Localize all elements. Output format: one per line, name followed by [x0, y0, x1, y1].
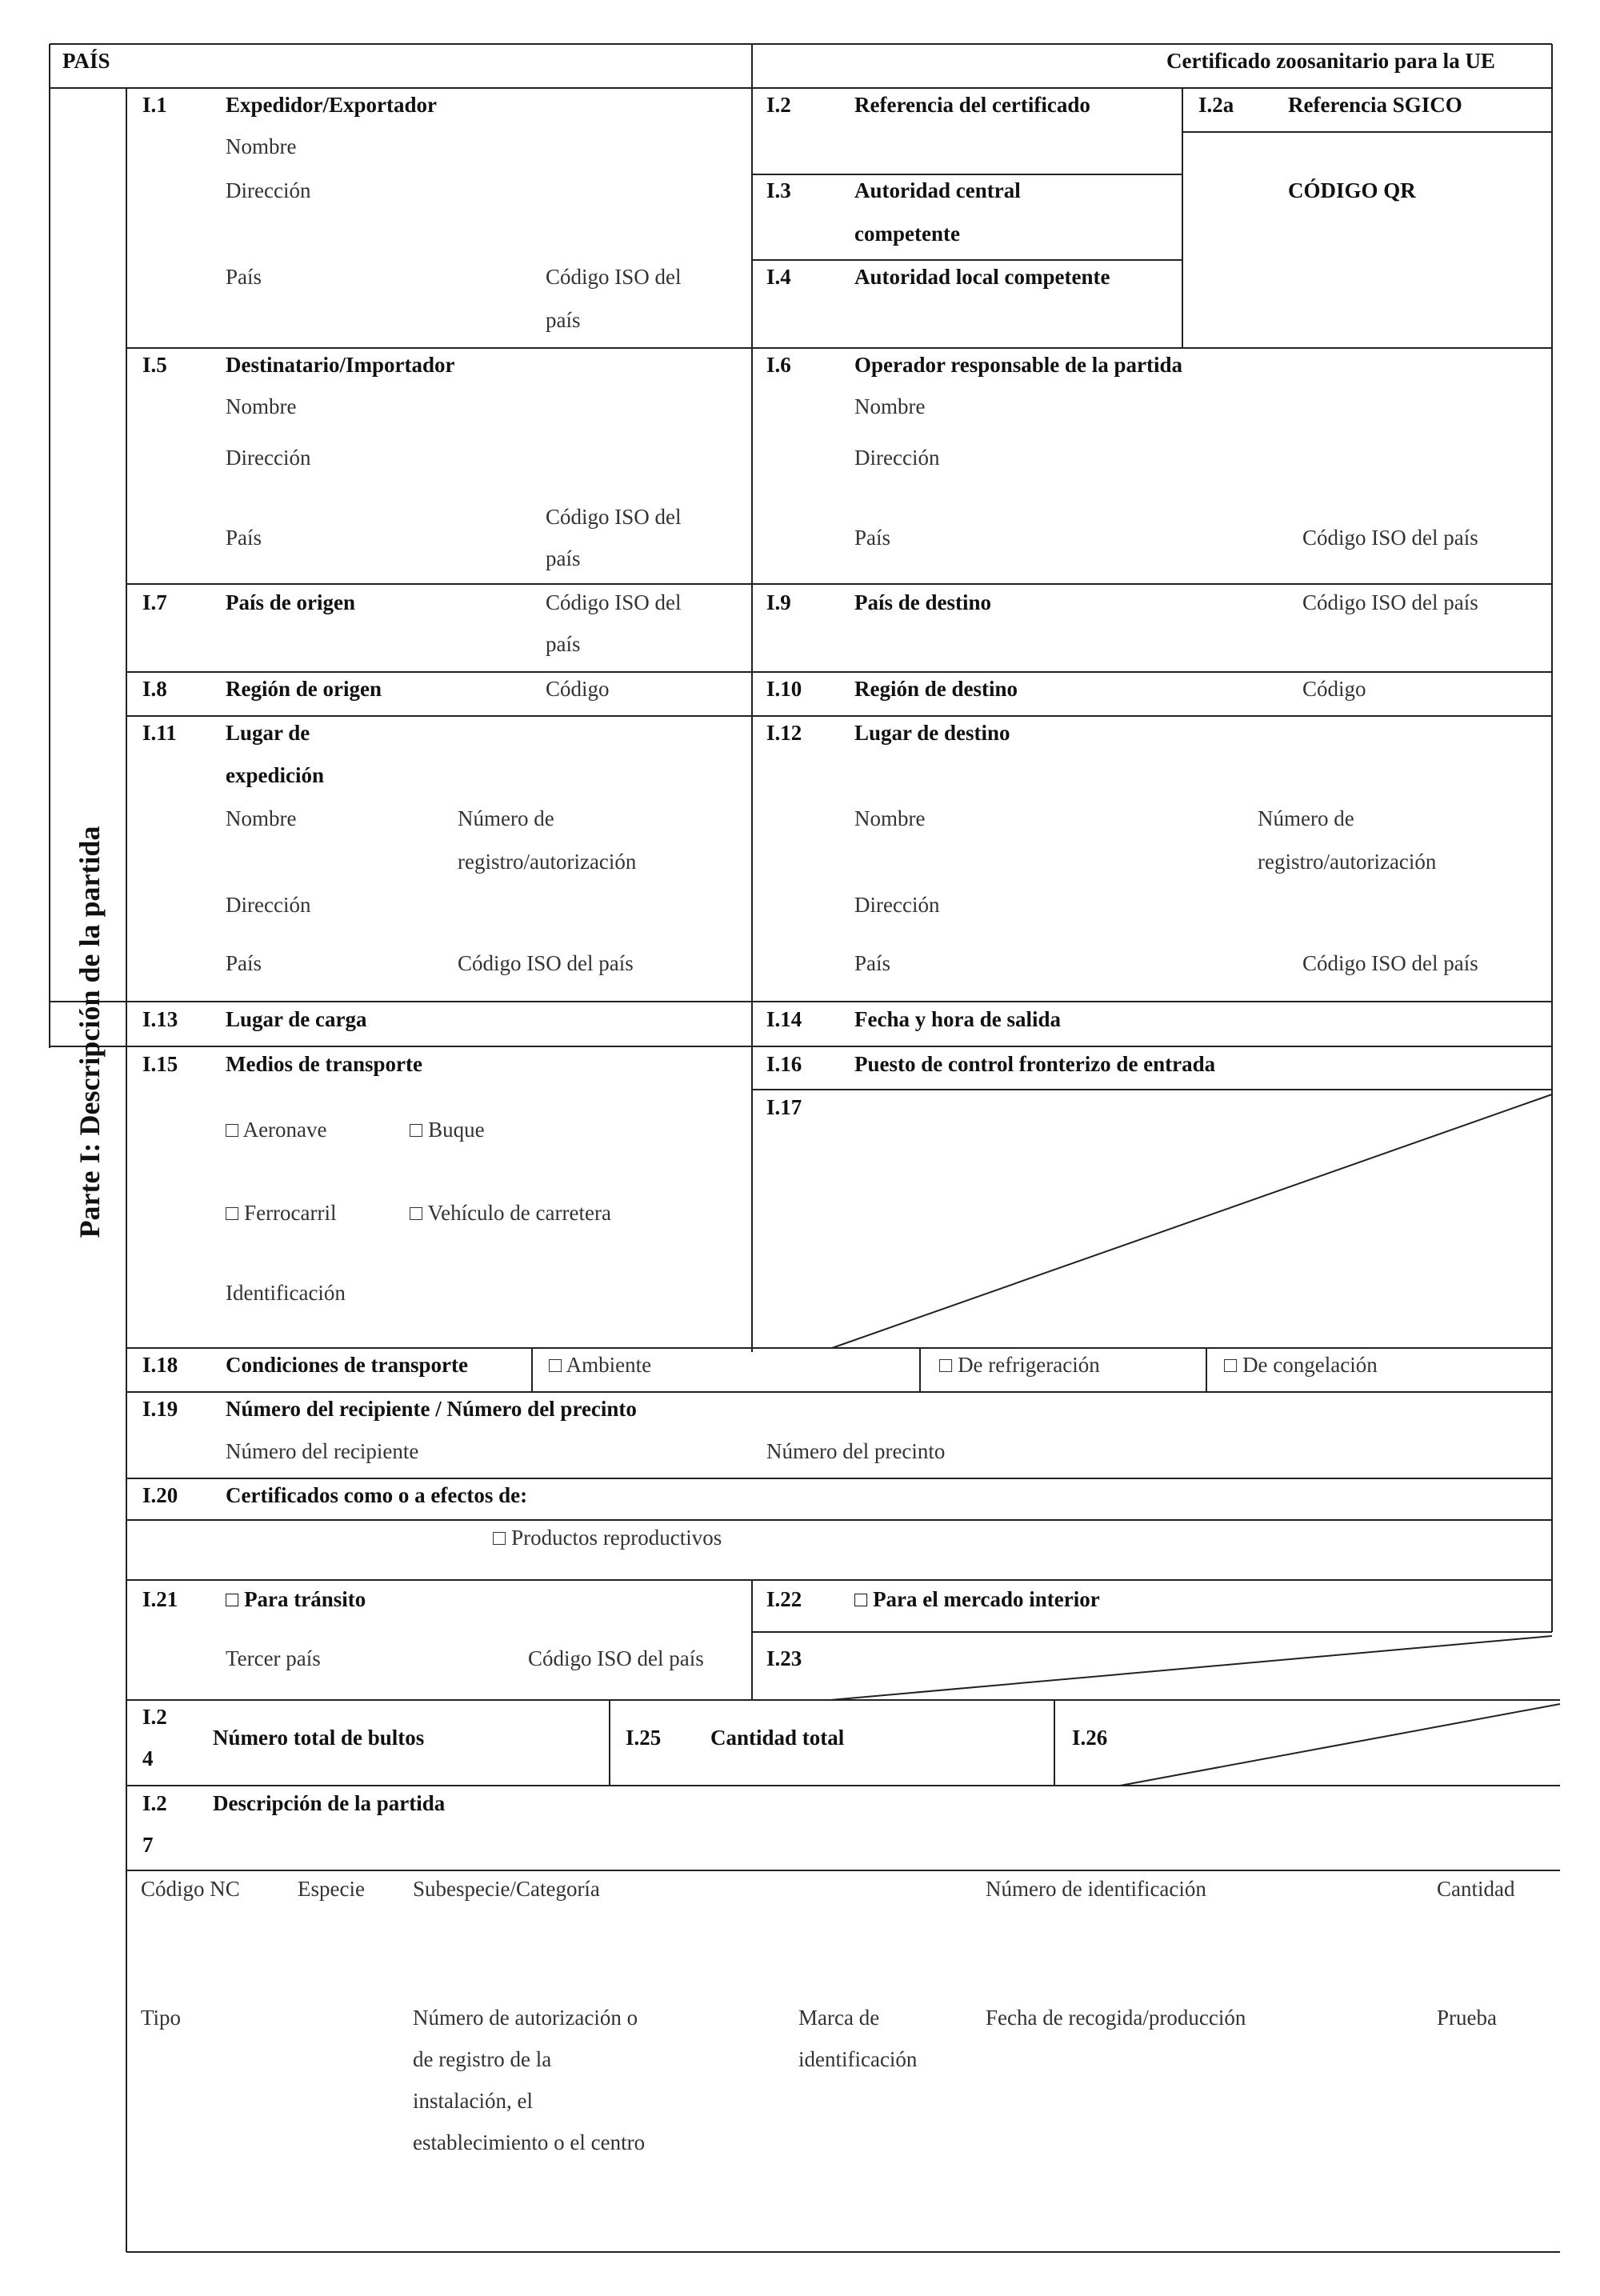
i11-title-2: expedición: [226, 763, 325, 787]
ferrocarril-option[interactable]: [226, 1200, 337, 1226]
col-num-autorizacion-4: establecimiento o el centro: [413, 2130, 646, 2154]
i4-title: Autoridad local competente: [854, 265, 1110, 289]
i24-number: I.2: [142, 1705, 167, 1729]
i1-name-label: Nombre: [226, 134, 297, 158]
i4-number: I.4: [766, 265, 791, 289]
transit-option[interactable]: [226, 1586, 366, 1612]
i11-registration-label-2: registro/autorización: [458, 850, 637, 874]
i7-iso-label: Código ISO del: [546, 590, 682, 614]
i6-number: I.6: [766, 353, 791, 377]
i5-title: Destinatario/Importador: [226, 353, 455, 377]
ambiente-option[interactable]: [549, 1352, 651, 1378]
col-num-autorizacion-2: de registro de la: [413, 2047, 552, 2071]
i25-number: I.25: [626, 1726, 662, 1750]
i15-title: Medios de transporte: [226, 1052, 422, 1076]
i12-registration-label-2: registro/autorización: [1258, 850, 1437, 874]
i10-title: Región de destino: [854, 677, 1018, 701]
col-num-autorizacion-3: instalación, el: [413, 2089, 533, 2113]
i27-title: Descripción de la partida: [213, 1791, 446, 1815]
i17-number: I.17: [766, 1095, 802, 1119]
buque-checkbox[interactable]: □: [410, 1118, 423, 1142]
i19-title: Número del recipiente / Número del precinto: [226, 1397, 637, 1421]
i5-number: I.5: [142, 353, 167, 377]
i6-iso-label: Código ISO del país: [1302, 526, 1478, 550]
i9-number: I.9: [766, 590, 791, 614]
vehiculo-checkbox[interactable]: □: [410, 1201, 423, 1225]
i11-name-label: Nombre: [226, 806, 297, 830]
i27-number-2: 7: [142, 1833, 154, 1857]
congelacion-label: De congelación: [1242, 1353, 1378, 1377]
i24-number-2: 4: [142, 1746, 154, 1770]
i13-number: I.13: [142, 1007, 178, 1031]
refrigeracion-option[interactable]: [939, 1352, 1100, 1378]
i19-number: I.19: [142, 1397, 178, 1421]
i6-address-label: Dirección: [854, 446, 940, 470]
congelacion-checkbox[interactable]: □: [1224, 1353, 1238, 1377]
col-marca-1: Marca de: [798, 2006, 880, 2030]
i1-number: I.1: [142, 93, 167, 117]
vehiculo-option[interactable]: [410, 1200, 611, 1226]
col-numero-identificacion: Número de identificación: [986, 1877, 1206, 1901]
productos-label: Productos reproductivos: [511, 1526, 722, 1550]
i1-iso-label: Código ISO del: [546, 265, 682, 289]
i21-iso-label: Código ISO del país: [528, 1646, 704, 1670]
i3-number: I.3: [766, 178, 791, 202]
col-especie: Especie: [298, 1877, 365, 1901]
i6-country-label: País: [854, 526, 891, 550]
i2-title: Referencia del certificado: [854, 93, 1090, 117]
i25-title: Cantidad total: [710, 1726, 845, 1750]
i14-title: Fecha y hora de salida: [854, 1007, 1062, 1031]
col-marca-2: identificación: [798, 2047, 918, 2071]
col-codigo-nc: Código NC: [141, 1877, 240, 1901]
i2-number: I.2: [766, 93, 791, 117]
i21-number: I.21: [142, 1587, 178, 1611]
i3-title-2: competente: [854, 222, 960, 246]
i14-number: I.14: [766, 1007, 802, 1031]
i11-address-label: Dirección: [226, 893, 311, 917]
i20-number: I.20: [142, 1483, 178, 1507]
i15-identification-label: Identificación: [226, 1281, 346, 1305]
i6-name-label: Nombre: [854, 394, 926, 418]
congelacion-option[interactable]: [1224, 1352, 1378, 1378]
i6-title: Operador responsable de la partida: [854, 353, 1183, 377]
i5-iso-label: Código ISO del: [546, 505, 682, 529]
i23-number: I.23: [766, 1646, 802, 1670]
i11-number: I.11: [142, 721, 177, 745]
i5-address-label: Dirección: [226, 446, 311, 470]
i12-number: I.12: [766, 721, 802, 745]
i7-title: País de origen: [226, 590, 355, 614]
i11-title: Lugar de: [226, 721, 310, 745]
third-country-label: Tercer país: [226, 1646, 321, 1670]
col-cantidad: Cantidad: [1437, 1877, 1515, 1901]
i27-number: I.2: [142, 1791, 167, 1815]
aeronave-label: Aeronave: [242, 1118, 327, 1142]
header-country: PAÍS: [62, 49, 110, 73]
buque-option[interactable]: [410, 1117, 485, 1142]
i11-registration-label: Número de: [458, 806, 554, 830]
i1-country-label: País: [226, 265, 262, 289]
col-prueba: Prueba: [1437, 2006, 1497, 2030]
container-number-label: Número del recipiente: [226, 1439, 419, 1463]
productos-option[interactable]: [493, 1525, 722, 1550]
i12-address-label: Dirección: [854, 893, 940, 917]
i22-number: I.22: [766, 1587, 802, 1611]
col-subespecie: Subespecie/Categoría: [413, 1877, 600, 1901]
i2a-number: I.2a: [1198, 93, 1234, 117]
i20-title: Certificados como o a efectos de:: [226, 1483, 528, 1507]
i18-number: I.18: [142, 1353, 178, 1377]
i8-code-label: Código: [546, 677, 610, 701]
buque-label: Buque: [428, 1118, 485, 1142]
seal-number-label: Número del precinto: [766, 1439, 946, 1463]
col-tipo: Tipo: [141, 2006, 182, 2030]
ferrocarril-checkbox[interactable]: □: [226, 1201, 239, 1225]
i13-title: Lugar de carga: [226, 1007, 367, 1031]
i7-number: I.7: [142, 590, 167, 614]
i16-title: Puesto de control fronterizo de entrada: [854, 1052, 1216, 1076]
productos-checkbox[interactable]: □: [493, 1526, 506, 1550]
i12-name-label: Nombre: [854, 806, 926, 830]
i9-iso-label: Código ISO del país: [1302, 590, 1478, 614]
i2a-title: Referencia SGICO: [1288, 93, 1462, 117]
i15-number: I.15: [142, 1052, 178, 1076]
i24-title: Número total de bultos: [213, 1726, 425, 1750]
i1-address-label: Dirección: [226, 178, 311, 202]
refrigeracion-label: De refrigeración: [958, 1353, 1100, 1377]
i5-country-label: País: [226, 526, 262, 550]
part-i-vertical-label: Parte I: Descripción de la partida: [74, 826, 106, 1238]
internal-market-option[interactable]: [854, 1586, 1100, 1612]
i10-number: I.10: [766, 677, 802, 701]
certificate-title: Certificado zoosanitario para la UE: [1166, 49, 1495, 73]
i12-country-label: País: [854, 951, 891, 975]
i1-title: Expedidor/Exportador: [226, 93, 438, 117]
i18-title: Condiciones de transporte: [226, 1353, 468, 1377]
col-fecha-recogida: Fecha de recogida/producción: [986, 2006, 1246, 2030]
i11-iso-label: Código ISO del país: [458, 951, 634, 975]
i5-name-label: Nombre: [226, 394, 297, 418]
i1-iso-label-2: país: [546, 308, 581, 332]
aeronave-option[interactable]: [226, 1117, 327, 1142]
refrigeracion-checkbox[interactable]: □: [939, 1353, 953, 1377]
aeronave-checkbox[interactable]: □: [226, 1118, 239, 1142]
ambiente-label: Ambiente: [566, 1353, 652, 1377]
qr-code-placeholder: CÓDIGO QR: [1288, 178, 1416, 202]
i12-title: Lugar de destino: [854, 721, 1010, 745]
i10-code-label: Código: [1302, 677, 1366, 701]
i16-number: I.16: [766, 1052, 802, 1076]
i12-registration-label: Número de: [1258, 806, 1354, 830]
internal-market-checkbox[interactable]: □: [854, 1587, 868, 1611]
i11-country-label: País: [226, 951, 262, 975]
transit-checkbox[interactable]: □: [226, 1587, 239, 1611]
col-num-autorizacion-1: Número de autorización o: [413, 2006, 638, 2030]
i8-number: I.8: [142, 677, 167, 701]
i9-title: País de destino: [854, 590, 992, 614]
i3-title: Autoridad central: [854, 178, 1021, 202]
internal-market-label: Para el mercado interior: [873, 1587, 1100, 1611]
vehiculo-label: Vehículo de carretera: [427, 1201, 611, 1225]
i7-iso-label-2: país: [546, 632, 581, 656]
ambiente-checkbox[interactable]: □: [549, 1353, 562, 1377]
i5-iso-label-2: país: [546, 546, 581, 570]
i26-number: I.26: [1072, 1726, 1108, 1750]
i8-title: Región de origen: [226, 677, 382, 701]
transit-label: Para tránsito: [244, 1587, 366, 1611]
ferrocarril-label: Ferrocarril: [244, 1201, 337, 1225]
i12-iso-label: Código ISO del país: [1302, 951, 1478, 975]
